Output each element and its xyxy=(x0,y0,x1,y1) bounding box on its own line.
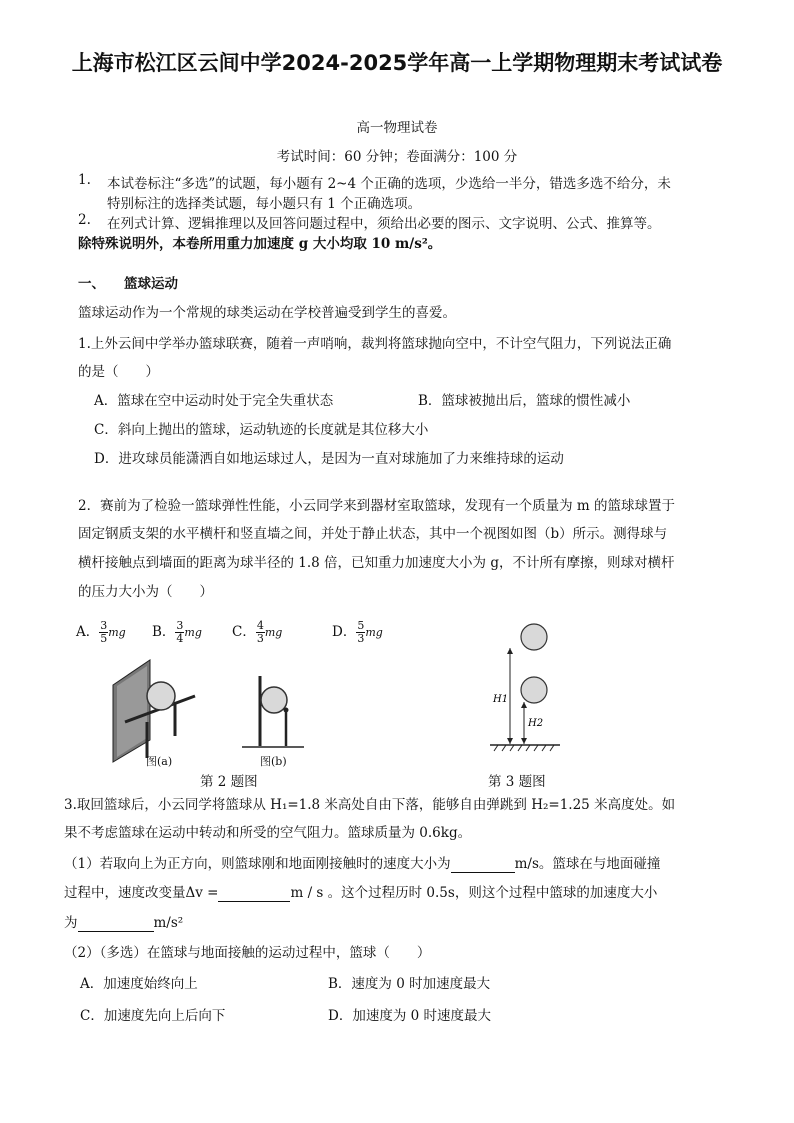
fraction-numerator: 4 xyxy=(256,619,264,632)
q1-option-a: A．篮球在空中运动时处于完全失重状态 xyxy=(94,393,334,409)
fraction-unit: mg xyxy=(365,626,383,639)
note-1-number: 1. xyxy=(78,172,91,188)
q1-option-d: D．进攻球员能潇洒自如地运球过人，是因为一直对球施加了力来维持球的运动 xyxy=(94,451,564,467)
q1-option-c: C．斜向上抛出的篮球，运动轨迹的长度就是其位移大小 xyxy=(94,422,429,438)
q3-part1-text-f: m/s² xyxy=(153,915,184,931)
note-2-line: 在列式计算、逻辑推理以及回答问题过程中，须给出必要的图示、文字说明、公式、推算等。 xyxy=(107,216,661,232)
q2-option-c-label: C． xyxy=(232,624,256,640)
q3-part1-line-2 xyxy=(64,881,657,902)
q2-option-c xyxy=(232,620,282,645)
q3-part1-line-1 xyxy=(64,852,660,873)
note-2-number: 2. xyxy=(78,212,91,228)
q2-option-c-fraction xyxy=(256,620,265,645)
q3-option-b: B．速度为 0 时加速度最大 xyxy=(328,976,491,992)
answer-blank-2[interactable] xyxy=(218,885,290,902)
exam-info: 考试时间：60 分钟；卷面满分：100 分 xyxy=(276,149,518,165)
q2-stem-line-1: 2．赛前为了检验一篮球弹性性能，小云同学来到器材室取篮球，发现有一个质量为 m 的篮球球置于 xyxy=(78,498,675,514)
fraction-unit: mg xyxy=(264,626,283,639)
q1-stem-line-1: 1.上外云间中学举办篮球联赛，随着一声哨响，裁判将篮球抛向空中，不计空气阻力，下列说法正确 xyxy=(78,336,672,352)
q3-part1-text-a: （1）若取向上为正方向，则篮球刚和地面刚接触时的速度大小为 xyxy=(64,856,451,872)
q2-option-b-label: B． xyxy=(152,624,176,640)
fraction-numerator: 5 xyxy=(357,619,365,632)
q3-part1-text-c: 过程中，速度改变量Δv = xyxy=(64,885,219,901)
figure-3-drawing xyxy=(484,620,564,755)
fraction-denominator: 3 xyxy=(256,632,264,645)
note-1-line-1: 本试卷标注“多选”的试题，每小题有 2~4 个正确的选项，少选给一半分，错选多选不给分，未 xyxy=(107,176,671,192)
section-intro: 篮球运动作为一个常规的球类运动在学校普遍受到学生的喜爱。 xyxy=(78,305,456,321)
h2-label: H2 xyxy=(528,718,544,729)
answer-blank-3[interactable] xyxy=(78,915,154,932)
figure-a-label: 图(a) xyxy=(146,755,173,768)
q3-option-d: D．加速度为 0 时速度最大 xyxy=(328,1008,491,1024)
answer-blank-1[interactable] xyxy=(451,856,515,873)
q3-part1-line-3 xyxy=(64,911,183,932)
q3-part1-text-b: m/s。篮球在与地面碰撞 xyxy=(514,856,661,872)
fraction-denominator: 5 xyxy=(100,632,108,645)
q3-part1-text-e: 为 xyxy=(64,915,78,931)
fraction-numerator: 3 xyxy=(176,619,184,632)
figure-b-label: 图(b) xyxy=(260,755,287,768)
q1-stem-line-2: 的是（ ） xyxy=(78,364,159,380)
q2-option-d-label: D． xyxy=(332,624,357,640)
note-1-line-2: 特别标注的选择类试题，每小题只有 1 个正确选项。 xyxy=(107,196,422,212)
q2-stem-line-2: 固定钢质支架的水平横杆和竖直墙之间，并处于静止状态，其中一个视图如图（b）所示。测得球与 xyxy=(78,526,668,542)
figure-2a-drawing xyxy=(95,640,225,765)
q2-stem-line-3: 横杆接触点到墙面的距离为球半径的 1.8 倍，已知重力加速度大小为 g，不计所有摩擦，则球对横杆 xyxy=(78,555,675,571)
doc-title: 上海市松江区云间中学2024-2025学年高一上学期物理期末考试试卷 xyxy=(71,51,723,75)
q3-part1-text-d: m / s 。这个过程历时 0.5s，则这个过程中篮球的加速度大小 xyxy=(290,885,658,901)
q3-option-a: A．加速度始终向上 xyxy=(80,976,198,992)
fraction-numerator: 3 xyxy=(100,619,108,632)
q3-stem-line-1: 3.取回篮球后，小云同学将篮球从 H₁=1.8 米高处自由下落，能够自由弹跳到 H₂=1.25 米高度处。如 xyxy=(64,797,676,813)
q2-option-a-label: A． xyxy=(76,624,100,640)
fraction-unit: mg xyxy=(184,626,202,639)
fraction-unit: mg xyxy=(108,626,126,639)
section-number: 一、 xyxy=(78,276,105,292)
section-title: 篮球运动 xyxy=(124,276,178,292)
q3-stem-line-2: 果不考虑篮球在运动中转动和所受的空气阻力。篮球质量为 0.6kg。 xyxy=(64,825,472,841)
figure-2-caption: 第 2 题图 xyxy=(200,774,258,790)
fraction-denominator: 4 xyxy=(176,632,184,645)
figure-3-caption: 第 3 题图 xyxy=(488,774,546,790)
exam-subtitle: 高一物理试卷 xyxy=(356,120,438,136)
q2-option-d-fraction xyxy=(356,620,365,645)
q2-option-d xyxy=(332,620,383,645)
gravity-note: 除特殊说明外，本卷所用重力加速度 g 大小均取 10 m/s²。 xyxy=(78,236,442,252)
fraction-denominator: 3 xyxy=(357,632,365,645)
q1-option-b: B．篮球被抛出后，篮球的惯性减小 xyxy=(418,393,631,409)
figure-2b-drawing xyxy=(238,670,308,756)
q2-stem-line-4: 的压力大小为（ ） xyxy=(78,584,213,600)
h1-label: H1 xyxy=(493,694,509,705)
q3-part2-stem: （2）（多选）在篮球与地面接触的运动过程中，篮球（ ） xyxy=(64,945,431,961)
q3-option-c: C．加速度先向上后向下 xyxy=(80,1008,226,1024)
